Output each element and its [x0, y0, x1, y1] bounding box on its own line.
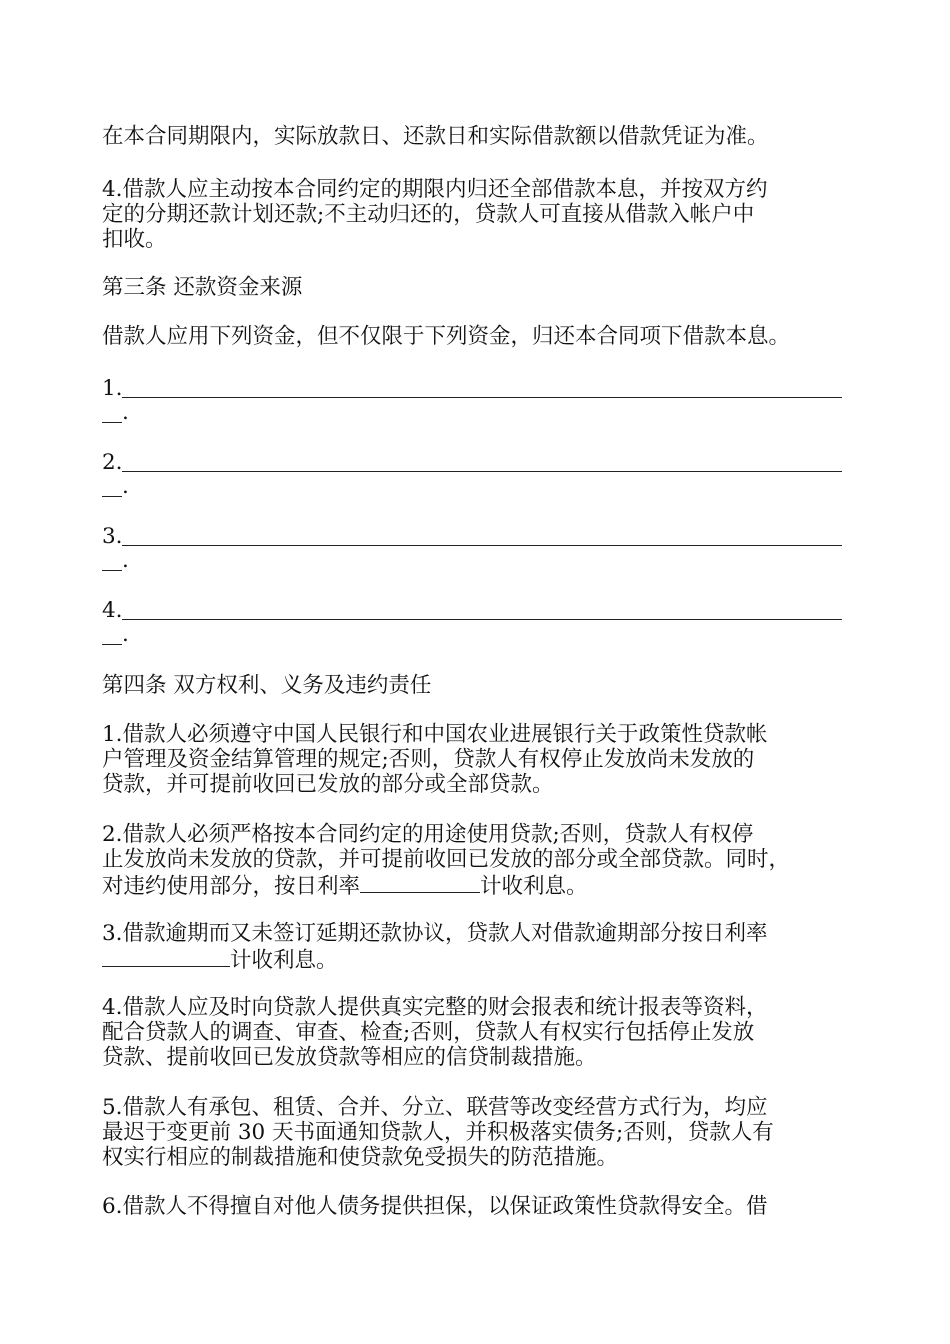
article-4-p2-line3-before: 对违约使用部分，按日利率: [102, 874, 361, 899]
fill-item-1-blank[interactable]: [122, 397, 842, 398]
article-4-title: 第四条 双方权利、义务及违约责任: [102, 673, 432, 698]
paragraph-repayment-line1: 4.借款人应主动按本合同约定的期限内归还全部借款本息，并按双方约: [102, 177, 768, 202]
article-4-p2-line1: 2.借款人必须严格按本合同约定的用途使用贷款;否则，贷款人有权停: [102, 822, 754, 847]
daily-rate-blank-1[interactable]: [360, 872, 480, 893]
article-4-p1-line2: 户管理及资金结算管理的规定;否则，贷款人有权停止发放尚未发放的: [102, 747, 755, 772]
fill-item-3-number: 3.: [102, 524, 123, 549]
fill-item-3-blank[interactable]: [122, 545, 842, 546]
fill-item-4-blank-cont[interactable]: [102, 644, 122, 645]
daily-rate-blank-2[interactable]: [102, 946, 230, 967]
article-4-p2-line2: 止发放尚未发放的贷款，并可提前收回已发放的部分或全部贷款。同时，: [102, 847, 791, 872]
article-3-title: 第三条 还款资金来源: [102, 275, 303, 300]
article-4-p3-line2-after: 计收利息。: [230, 948, 338, 973]
article-4-p1-line1: 1.借款人必须遵守中国人民银行和中国农业进展银行关于政策性贷款帐: [102, 722, 768, 747]
fill-item-2-blank[interactable]: [122, 471, 842, 472]
fill-item-4-blank[interactable]: [122, 619, 842, 620]
article-4-p4-line2: 配合贷款人的调查、审查、检查;否则，贷款人有权实行包括停止发放: [102, 1020, 755, 1045]
paragraph-loan-voucher: 在本合同期限内，实际放款日、还款日和实际借款额以借款凭证为准。: [102, 124, 769, 149]
fill-item-3-period: .: [122, 548, 129, 573]
article-4-p4-line1: 4.借款人应及时向贷款人提供真实完整的财会报表和统计报表等资料，: [102, 995, 768, 1020]
article-4-p2-line3-after: 计收利息。: [480, 874, 588, 899]
fill-item-2-period: .: [122, 474, 129, 499]
fill-item-4-number: 4.: [102, 598, 123, 623]
article-4-p3-line1: 3.借款逾期而又未签订延期还款协议，贷款人对借款逾期部分按日利率: [102, 921, 768, 946]
article-4-p3-line2: [102, 946, 338, 974]
paragraph-repayment-line2: 定的分期还款计划还款;不主动归还的，贷款人可直接从借款入帐户中: [102, 202, 755, 227]
article-4-p2-line3: [102, 872, 588, 900]
article-4-p4-line3: 贷款、提前收回已发放贷款等相应的信贷制裁措施。: [102, 1045, 597, 1070]
article-4-p1-line3: 贷款，并可提前收回已发放的部分或全部贷款。: [102, 772, 554, 797]
fill-item-1-blank-cont[interactable]: [102, 422, 122, 423]
fill-item-4-period: .: [122, 622, 129, 647]
fill-item-3-blank-cont[interactable]: [102, 570, 122, 571]
fill-item-2-blank-cont[interactable]: [102, 496, 122, 497]
fill-item-1-number: 1.: [102, 376, 123, 401]
article-4-p5-line2: 最迟于变更前 30 天书面通知贷款人，并积极落实债务;否则，贷款人有: [102, 1120, 774, 1145]
article-3-intro: 借款人应用下列资金，但不仅限于下列资金，归还本合同项下借款本息。: [102, 324, 791, 349]
fill-item-2-number: 2.: [102, 450, 123, 475]
article-4-p5-line3: 权实行相应的制裁措施和使贷款免受损失的防范措施。: [102, 1145, 619, 1170]
paragraph-repayment-line3: 扣收。: [102, 227, 167, 252]
article-4-p6-line1: 6.借款人不得擅自对他人债务提供担保，以保证政策性贷款得安全。借: [102, 1194, 768, 1219]
article-4-p5-line1: 5.借款人有承包、租赁、合并、分立、联营等改变经营方式行为，均应: [102, 1095, 768, 1120]
fill-item-1-period: .: [122, 400, 129, 425]
